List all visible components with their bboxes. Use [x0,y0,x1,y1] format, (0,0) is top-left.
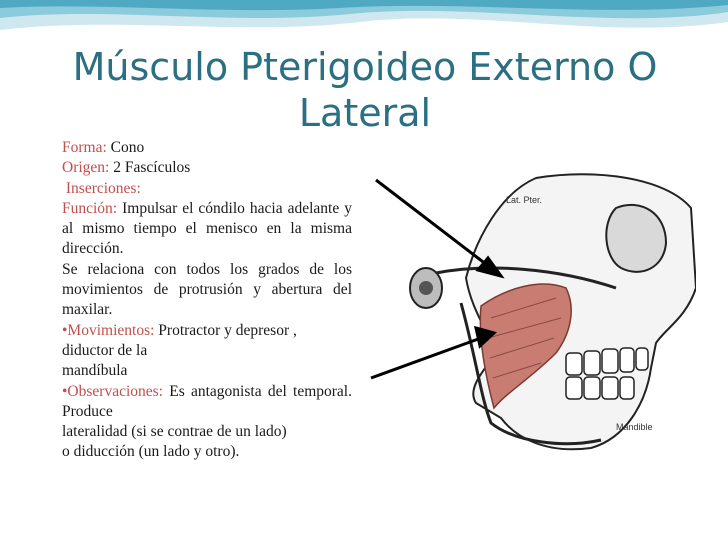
slide-body [62,138,352,463]
movimientos-paragraph [62,321,352,362]
origen-value: 2 Fascículos [109,159,191,177]
origen-label: Origen: [62,159,110,177]
forma-label: Forma: [62,139,107,156]
origen-line [62,158,352,178]
funcion-label: Función: [62,199,118,217]
figure-label-lat-pter: Lat. Pter. [506,195,543,205]
observaciones-paragraph [62,382,352,423]
observaciones-line2: lateralidad (si se contrae de un lado) [62,423,287,441]
funcion-value: Impulsar el cóndilo hacia adelante y al mismo tiempo el menisco en la misma dirección. [62,199,352,258]
movimientos-continuation: mandíbula [62,362,128,380]
slide-title: Músculo Pterigoideo Externo O Lateral [72,45,658,135]
forma-value: Cono [106,139,145,156]
inserciones-label: Inserciones: [62,179,141,197]
observaciones-value: Es antagonista del temporal. Produce [62,382,352,420]
movimientos-value: Protractor y depresor , diductor de la [62,321,297,359]
relacion-paragraph: Se relaciona con todos los grados de los movimientos de protrusión y abertura del maxilar. [62,260,352,319]
funcion-paragraph [62,199,352,260]
skull-anatomy-illustration [366,168,696,454]
inserciones-line [62,179,352,199]
forma-line [62,138,352,158]
figure-label-mandible: Mandible [616,422,653,432]
movimientos-label: •Movimientos: [62,321,155,339]
observaciones-line3: o diducción (un lado y otro). [62,443,240,461]
observaciones-label: •Observaciones: [62,382,163,400]
